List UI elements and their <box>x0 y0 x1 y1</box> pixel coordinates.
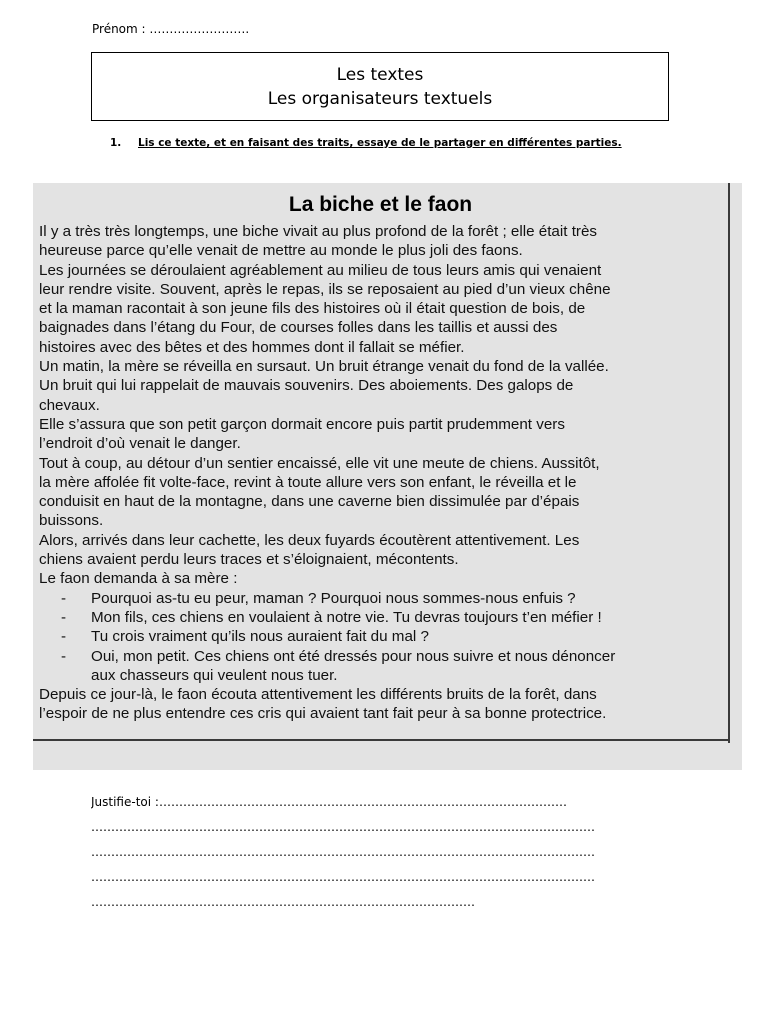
dialogue-text: Pourquoi as-tu eu peur, maman ? Pourquoi nous sommes-nous enfuis ? <box>91 589 576 607</box>
scan-frame-bottom-edge <box>33 739 730 741</box>
story-line: Un bruit qui lui rappelait de mauvais souvenirs. Des aboiements. Des galops de <box>39 377 574 395</box>
dialogue-line <box>39 589 727 608</box>
story-line: Elle s’assura que son petit garçon dormait encore puis partit prudemment vers <box>39 415 565 433</box>
dialogue-line <box>39 608 727 627</box>
title-line-1: Les textes <box>336 65 424 85</box>
dialogue-line <box>39 647 727 666</box>
answer-dotted-line: ……………………………………………………………………………………………………………… <box>91 820 595 834</box>
story-line: Tout à coup, au détour d’un sentier encaissé, elle vit une meute de chiens. Aussitôt, <box>39 454 600 472</box>
justify-label-line: Justifie-toi :………………………………………………………………………………………… <box>91 795 567 809</box>
justify-section <box>91 790 691 915</box>
story-line: leur rendre visite. Souvent, après le repas, ils se reposaient au pied d’un vieux chêne <box>39 280 611 298</box>
title-line-2: Les organisateurs textuels <box>267 89 493 109</box>
instruction-text: Lis ce texte, et en faisant des traits, essaye de le partager en différentes parties. <box>138 137 622 149</box>
dialogue-text: Mon fils, ces chiens en voulaient à notre vie. Tu devras toujours t’en méfier ! <box>91 608 602 626</box>
answer-dotted-line: ……………………………………………………………………………………………………………… <box>91 845 595 859</box>
dialogue-line <box>39 627 727 646</box>
dialogue-text: Tu crois vraiment qu’ils nous auraient fait du mal ? <box>91 628 429 646</box>
story-line: l’endroit d’où venait le danger. <box>39 435 241 453</box>
dialogue-dash-marker: - <box>61 589 67 607</box>
dialogue-dash-marker: - <box>61 608 67 626</box>
story-title: La biche et le faon <box>288 193 473 216</box>
story-line: Alors, arrivés dans leur cachette, les deux fuyards écoutèrent attentivement. Les <box>39 531 580 549</box>
story-line: chiens avaient perdu leurs traces et s’éloignaient, mécontents. <box>39 551 459 569</box>
story-text <box>39 222 727 724</box>
story-line: Les journées se déroulaient agréablement au milieu de tous leurs amis qui venaient <box>39 261 602 279</box>
story-line: chevaux. <box>39 396 100 414</box>
instruction <box>110 136 650 150</box>
story-line: et la maman racontait à son jeune fils des histoires où il était question de bois, de <box>39 300 586 318</box>
dialogue-line-continued: aux chasseurs qui veulent nous tuer. <box>91 666 338 684</box>
story-line: conduisit en haut de la montagne, dans une caverne bien dissimulée par d’épais <box>39 493 580 511</box>
story-closing-line: l’espoir de ne plus entendre ces cris qui avaient tant fait peur à sa bonne protectrice. <box>39 705 607 723</box>
title-box <box>91 52 669 121</box>
dialogue-dash-marker: - <box>61 647 67 665</box>
story-line: buissons. <box>39 512 104 530</box>
story-line: baignades dans l’étang du Four, de courses folles dans les taillis et aussi des <box>39 319 558 337</box>
instruction-number: 1. <box>110 137 122 149</box>
scan-frame-right-edge <box>728 183 730 743</box>
dialogue-text: Oui, mon petit. Ces chiens ont été dressés pour nous suivre et nous dénoncer <box>91 647 616 665</box>
story-line: heureuse parce qu’elle venait de mettre au monde le plus joli des faons. <box>39 242 523 260</box>
answer-dotted-line: …………………………………………………………………………………… <box>91 895 475 909</box>
story-line: la mère affolée fit volte-face, revint à toute allure vers son enfant, le réveilla et le <box>39 473 577 491</box>
story-line: Un matin, la mère se réveilla en sursaut. Un bruit étrange venait du fond de la vallée. <box>39 358 609 376</box>
scanned-story-image <box>33 183 742 770</box>
answer-dotted-line: ……………………………………………………………………………………………………………… <box>91 870 595 884</box>
prenom-field-label: Prénom : ……………………. <box>92 22 250 36</box>
story-line: Il y a très très longtemps, une biche vivait au plus profond de la forêt ; elle était très <box>39 223 598 240</box>
story-line: Le faon demanda à sa mère : <box>39 570 238 588</box>
dialogue-dash-marker: - <box>61 628 67 646</box>
story-line: histoires avec des bêtes et des hommes dont il fallait se méfier. <box>39 338 465 356</box>
story-closing-line: Depuis ce jour-là, le faon écouta attentivement les différents bruits de la forêt, dans <box>39 686 597 704</box>
